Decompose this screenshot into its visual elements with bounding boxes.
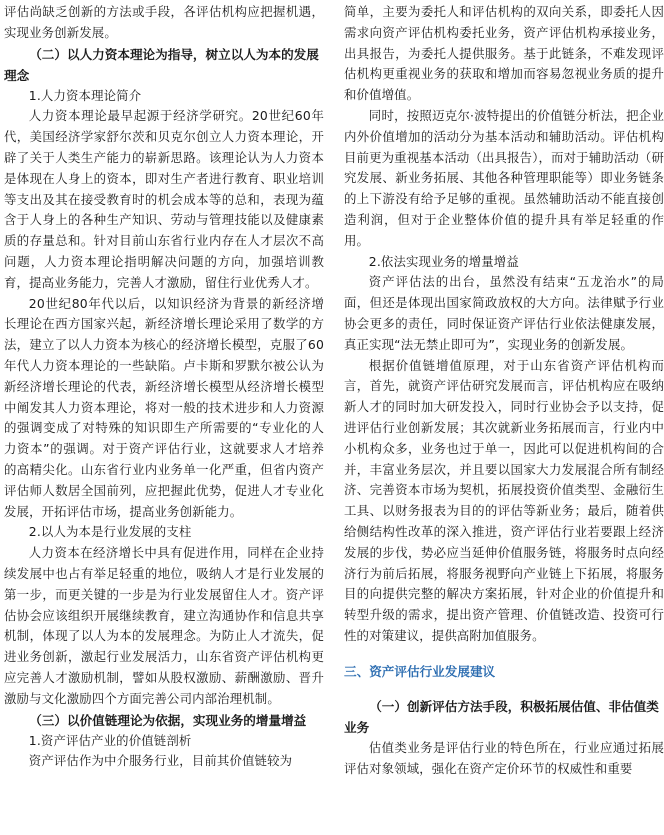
section-heading: （一）创新评估方法手段，积极拓展估值、非估值类业务 <box>344 698 659 735</box>
paragraph: 资产评估法的出台，虽然没有结束“五龙治水”的局面，但还是体现出国家简政放权的大方向。法律赋予行业协会更多的责任，同时保证资产评估行业依法健康发展，真正实现“法无禁止即可为”，实现业务的创新发展。 <box>344 274 664 352</box>
left-column <box>4 2 324 772</box>
section-heading: （二）以人力资本理论为指导，树立以人为本的发展理念 <box>4 46 319 83</box>
subsection-title: 2.以人为本是行业发展的支柱 <box>28 524 192 540</box>
section-heading: （三）以价值链理论为依据，实现业务的增量增益 <box>29 712 307 728</box>
paragraph: 根据价值链增值原理，对于山东省资产评估机构而言，首先，就资产评估研究发展而言，评估机构应在吸纳新人才的同时加大研发投入，同时行业协会予以支持，促进评估行业创新发展；其次就新业务拓展而言，行业内中小机构众多，业务也过于单一，因此可以促进机构间的合并，丰富业务层次，并且要以国家大力发展混合所有制经济、完善资本市场为契机，拓展投资价值类型、金融衍生工具、以财务报表为目的的评估等新业务；最后，随着供给侧结构性改革的深入推进，资产评估行业若要跟上经济发展的步伐，势必应当延伸价值服务链，将服务时点向经济行为前后拓展，将服务视野向产业链上下拓展，将服务目的向提供完整的解决方案拓展，针对企业的价值提升和转型升级的需求，提出资产管理、价值链改造、投资可行性的对策建议，提供高附加值服务。 <box>344 357 664 643</box>
spacer <box>344 682 664 696</box>
subsection-title: 1.人力资本理论简介 <box>28 87 142 103</box>
subsection-title: 2.依法实现业务的增量增益 <box>368 253 519 269</box>
paragraph: 评估尚缺乏创新的方法或手段，各评估机构应把握机遇，实现业务创新发展。 <box>4 4 324 40</box>
chapter-heading: 三、资产评估行业发展建议 <box>344 663 496 679</box>
paragraph: 20世纪80年代以后，以知识经济为背景的新经济增长理论在西方国家兴起，新经济增长理论采用了数学的方法，建立了以人力资本为核心的经济增长模型，克服了60年代人力资本理论的一些缺陷。卢卡斯和罗默尔被公认为新经济增长理论的代表，新经济增长模型从经济增长模型中阐发其人力资本理论，将对一般的技术进步和人力资源的强调变成了对特殊的知识即生产所需要的“专业化的人力资本”的强调。对于资产评估行业，这就要求人才培养的高精尖化。山东省行业内业务单一化严重，但省内资产评估师人数居全国前列，应把握此优势，促进人才专业化发展，开拓评估市场，提高业务创新能力。 <box>4 295 324 519</box>
paragraph: 人力资本理论最早起源于经济学研究。20世纪60年代，美国经济学家舒尔茨和贝克尔创立人力资本理论，开辟了关于人类生产能力的崭新思路。该理论认为人力资本是体现在人身上的资本，即对生产者进行教育、职业培训等支出及其在接受教育时的机会成本等的总和，表现为蕴含于人身上的各种生产知识、劳动与管理技能以及健康素质的存量总和。针对目前山东省行业内存在人才层次不高问题，人力资本理论指明解决问题的方向，加强培训教育，提高业务能力，完善人才激励，留住行业优秀人才。 <box>4 108 324 290</box>
paragraph: 估值类业务是评估行业的特色所在，行业应通过拓展评估对象领域，强化在资产定价环节的权威性和重要 <box>344 739 664 776</box>
paragraph: 同时，按照迈克尔·波特提出的价值链分析法，把企业内外价值增加的活动分为基本活动和辅助活动。评估机构目前更为重视基本活动（出具报告），而对于辅助活动（研究发展、新业务拓展、其他各种管理职能等）即业务链条的上下游没有给予足够的重视。虽然辅助活动不能直接创造利润，但对于企业整体价值的提升具有举足轻重的作用。 <box>344 107 664 248</box>
right-column <box>344 2 664 779</box>
subsection-title: 1.资产评估产业的价值链剖析 <box>28 732 192 748</box>
spacer <box>344 647 664 661</box>
paragraph: 简单，主要为委托人和评估机构的双向关系，即委托人因需求向资产评估机构委托业务，资产评估机构承接业务，出具报告，为委托人提供服务。基于此链条，不难发现评估机构更重视业务的获取和增加而容易忽视业务质的提升和价值增值。 <box>344 4 664 103</box>
paragraph: 资产评估作为中介服务行业，目前其价值链较为 <box>28 753 293 769</box>
paragraph: 人力资本在经济增长中具有促进作用，同样在企业持续发展中也占有举足轻重的地位，吸纳人才是行业发展的第一步，而更关键的一步是为行业发展留住人才。资产评估协会应该组织开展继续教育，建立沟通协作和信息共享机制，体现了以人为本的发展理念。为防止人才流失，促进业务创新，激起行业发展活力，山东省资产评估机构更应完善人才激励机制，譬如从股权激励、薪酬激励、晋升激励与文化激励四个方面完善公司内部治理机制。 <box>4 545 324 706</box>
